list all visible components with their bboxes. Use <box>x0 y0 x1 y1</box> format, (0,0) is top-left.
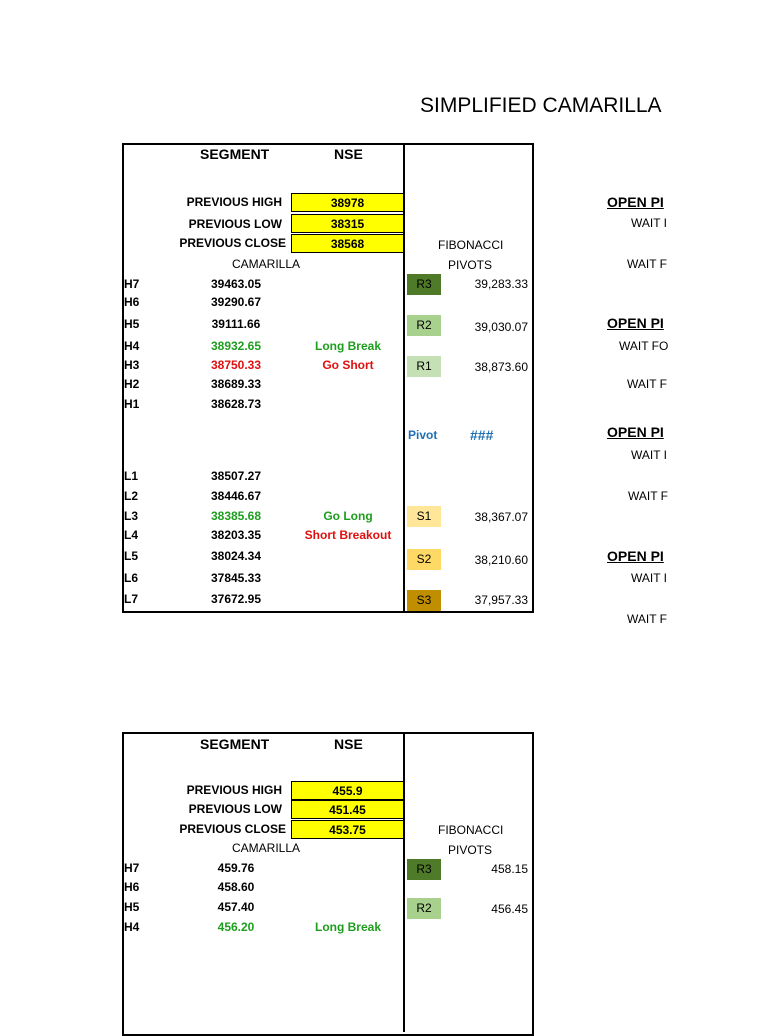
previous-close-input[interactable]: 38568 <box>291 234 404 253</box>
camarilla-label-2: CAMARILLA <box>232 841 301 855</box>
r3-value-2: 458.15 <box>491 862 528 876</box>
level-h1-value: 38628.73 <box>210 397 262 411</box>
level-h7-label: H7 <box>124 277 140 291</box>
level-h2-label: H2 <box>124 377 140 391</box>
r1-value: 38,873.60 <box>474 360 528 374</box>
previous-low-label-2: PREVIOUS LOW <box>188 802 282 816</box>
level-h6-label-2: H6 <box>124 880 140 894</box>
level-l2-label: L2 <box>124 489 139 503</box>
level-l4-value: 38203.35 <box>210 528 262 542</box>
level-l1-label: L1 <box>124 469 139 483</box>
r3-badge: R3 <box>407 274 441 295</box>
pivot-value: ### <box>470 427 494 443</box>
level-l5-label: L5 <box>124 549 139 563</box>
page-title: SIMPLIFIED CAMARILLA <box>420 94 662 117</box>
level-h6-value-2: 458.60 <box>217 880 255 894</box>
level-h5-value-2: 457.40 <box>217 900 255 914</box>
previous-close-label-2: PREVIOUS CLOSE <box>179 822 286 836</box>
level-l3-label: L3 <box>124 509 139 523</box>
wait-note-4a: WAIT I <box>631 571 667 585</box>
wait-note-1b: WAIT F <box>627 257 667 271</box>
open-pivot-heading-1: OPEN PI <box>607 194 664 210</box>
level-l3-value: 38385.68 <box>210 509 262 523</box>
table-divider <box>403 732 405 1032</box>
open-pivot-heading-2: OPEN PI <box>607 315 664 331</box>
r3-badge-2: R3 <box>407 859 441 880</box>
segment-value-2[interactable]: NSE <box>334 736 363 752</box>
level-h4-value: 38932.65 <box>210 339 262 353</box>
r2-value: 39,030.07 <box>474 320 528 334</box>
wait-note-2a: WAIT FO <box>619 339 669 353</box>
open-pivot-heading-4: OPEN PI <box>607 548 664 564</box>
level-h6-value: 39290.67 <box>210 295 262 309</box>
wait-note-1a: WAIT I <box>631 216 667 230</box>
level-h6-label: H6 <box>124 295 140 309</box>
camarilla-label: CAMARILLA <box>232 257 301 271</box>
camarilla-table-2 <box>122 732 534 1036</box>
previous-close-input-2[interactable]: 453.75 <box>291 820 404 839</box>
pivots-label: PIVOTS <box>448 258 493 272</box>
level-h5-label: H5 <box>124 317 140 331</box>
previous-high-input-2[interactable]: 455.9 <box>291 781 404 800</box>
s1-value: 38,367.07 <box>474 510 528 524</box>
level-l2-value: 38446.67 <box>210 489 262 503</box>
previous-low-input-2[interactable]: 451.45 <box>291 800 404 819</box>
level-l4-label: L4 <box>124 528 139 542</box>
level-h7-label-2: H7 <box>124 861 140 875</box>
previous-high-label-2: PREVIOUS HIGH <box>186 783 282 797</box>
s3-value: 37,957.33 <box>474 593 528 607</box>
long-break-signal: Long Break <box>314 339 381 353</box>
level-h3-value: 38750.33 <box>210 358 262 372</box>
level-l6-label: L6 <box>124 571 139 585</box>
go-long-signal: Go Long <box>323 509 373 523</box>
s2-badge: S2 <box>407 549 441 570</box>
pivots-label-2: PIVOTS <box>448 843 493 857</box>
short-breakout-signal: Short Breakout <box>304 528 392 542</box>
level-l1-value: 38507.27 <box>210 469 262 483</box>
segment-label: SEGMENT <box>200 146 270 162</box>
s1-badge: S1 <box>407 506 441 527</box>
r2-badge-2: R2 <box>407 898 441 919</box>
level-h7-value: 39463.05 <box>210 277 262 291</box>
previous-low-input[interactable]: 38315 <box>291 214 404 233</box>
level-h5-value: 39111.66 <box>211 317 261 331</box>
r2-value-2: 456.45 <box>491 902 528 916</box>
fibonacci-label-2: FIBONACCI <box>438 823 504 837</box>
level-h1-label: H1 <box>124 397 140 411</box>
level-h2-value: 38689.33 <box>210 377 262 391</box>
s2-value: 38,210.60 <box>474 553 528 567</box>
long-break-signal-2: Long Break <box>314 920 381 934</box>
level-h4-label-2: H4 <box>124 920 140 934</box>
previous-close-label: PREVIOUS CLOSE <box>179 236 286 250</box>
wait-note-4b: WAIT F <box>627 612 667 626</box>
wait-note-3a: WAIT I <box>631 448 667 462</box>
pivot-label: Pivot <box>408 428 438 442</box>
s3-badge: S3 <box>407 590 441 611</box>
level-l6-value: 37845.33 <box>210 571 262 585</box>
r1-badge: R1 <box>407 356 441 377</box>
level-l7-value: 37672.95 <box>210 592 262 606</box>
segment-value[interactable]: NSE <box>334 146 363 162</box>
previous-high-input[interactable]: 38978 <box>291 193 404 212</box>
level-h4-label: H4 <box>124 339 140 353</box>
level-h4-value-2: 456.20 <box>217 920 255 934</box>
segment-label-2: SEGMENT <box>200 736 270 752</box>
fibonacci-label: FIBONACCI <box>438 238 504 252</box>
previous-high-label: PREVIOUS HIGH <box>186 195 282 209</box>
wait-note-2b: WAIT F <box>627 377 667 391</box>
level-h5-label-2: H5 <box>124 900 140 914</box>
r3-value: 39,283.33 <box>474 277 528 291</box>
open-pivot-heading-3: OPEN PI <box>607 424 664 440</box>
level-l7-label: L7 <box>124 592 139 606</box>
level-h7-value-2: 459.76 <box>217 861 255 875</box>
previous-low-label: PREVIOUS LOW <box>188 217 282 231</box>
level-h3-label: H3 <box>124 358 140 372</box>
go-short-signal: Go Short <box>322 358 374 372</box>
r2-badge: R2 <box>407 315 441 336</box>
level-l5-value: 38024.34 <box>210 549 262 563</box>
wait-note-3b: WAIT F <box>628 489 668 503</box>
